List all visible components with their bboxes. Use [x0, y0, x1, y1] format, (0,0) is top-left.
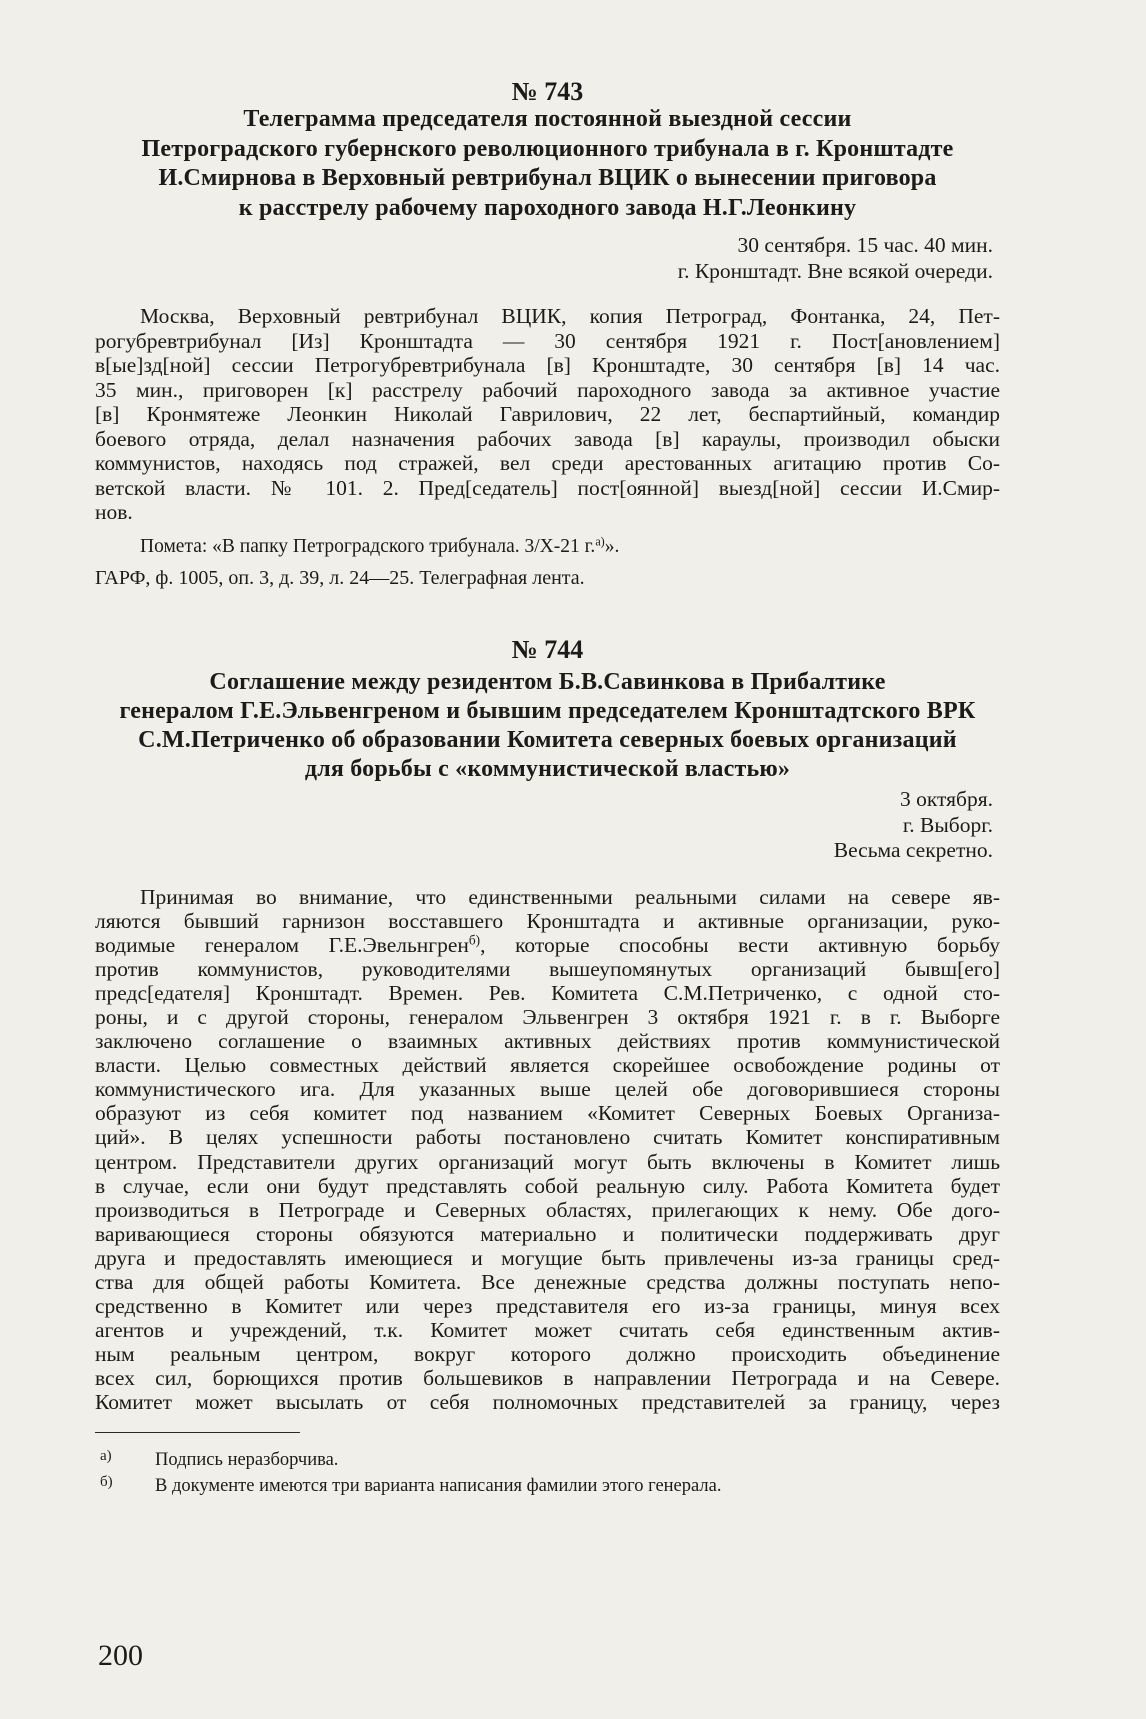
text-line: в случае, если они будут представлять собой реальную силу. Работа Комитета будет [95, 1173, 1000, 1198]
title-line: Соглашение между резидентом Б.В.Савинкова в Прибалтике [209, 669, 886, 695]
text-line: рогубревтрибунал [Из] Кронштадта — 30 сентября 1921 г. Пост[ановлением] [95, 328, 1000, 353]
text-line: нов. [95, 500, 133, 524]
source-reference: ГАРФ, ф. 1005, оп. 3, д. 39, л. 24—25. Телеграфная лента. [95, 567, 585, 589]
doc-title-744 [95, 668, 1000, 784]
text-line: ства для общей работы Комитета. Все денежные средства должны поступать непо- [95, 1269, 1000, 1294]
text-line: коммунистического ига. Для указанных выше целей обе договорившиеся стороны [95, 1077, 1000, 1102]
text-line: друга и предоставлять имеющиеся и могущие быть привлечены из-за границы сред- [95, 1245, 1000, 1270]
text-line: Комитет может высылать от себя полномочных представителей за границу, через [95, 1389, 1000, 1414]
text-line: 35 мин., приговорен [к] расстрелу рабочий пароходного завода за активное участие [95, 377, 1000, 402]
title-line: И.Смирнова в Верховный ревтрибунал ВЦИК о вынесении приговора [158, 165, 937, 192]
footnote-mark: б) [100, 1474, 113, 1490]
text-line: в[ые]зд[ной] сессии Петрогубревтрибунала [в] Кронштадте, 30 сентября [в] 14 час. [95, 353, 1000, 377]
title-line: к расстрелу рабочему пароходного завода Н.Г.Леонкину [238, 195, 857, 222]
footnote-text: В документе имеются три варианта написания фамилии этого генерала. [155, 1476, 722, 1496]
text-line: центром. Представители других организаций могут быть включены в Комитет лишь [95, 1149, 1000, 1174]
dateline-744 [95, 787, 993, 864]
text-line: образуют из себя комитет под названием «Комитет Северных Боевых Организа- [95, 1101, 1000, 1126]
text-line: Принимая во внимание, что единственными реальными силами на севере яв- [140, 885, 1000, 909]
text-line: коммунистов, находясь под стражей, вел среди арестованных агитацию против Со- [95, 451, 1000, 475]
title-line: генералом Г.Е.Эльвенгреном и бывшим председателем Кронштадтского ВРК [119, 698, 976, 724]
text-line: ляются бывший гарнизон восставшего Кронштадта и активные организации, руко- [95, 909, 1000, 934]
doc-number-744: № 744 [511, 635, 584, 664]
text-line: предс[едателя] Кронштадт. Времен. Рев. Комитета С.М.Петриченко, с одной сто- [95, 981, 1000, 1006]
title-line: Телеграмма председателя постоянной выездной сессии [243, 106, 852, 132]
archive-note [140, 535, 619, 559]
dateline-date: 30 сентября. 15 час. 40 мин. [737, 233, 993, 257]
text-line: роны, и с другой стороны, генералом Эльвенгрен 3 октября 1921 г. в г. Выборге [95, 1005, 1000, 1030]
footnote-marker: б) [468, 932, 481, 948]
text-line: средственно в Комитет или через представителя его из-за границы, минуя всех [95, 1293, 1000, 1318]
title-line: С.М.Петриченко об образовании Комитета северных боевых организаций [138, 727, 957, 753]
dateline-date: 3 октября. [900, 787, 993, 811]
body-text-743 [95, 304, 1000, 525]
note-text: Помета: «В папку Петроградского трибунала. 3/X-21 г. [140, 536, 596, 557]
text-line: боевого отряда, делал назначения рабочих завода [в] караулы, производил обыски [95, 426, 1000, 451]
text-line: агентов и учреждений, т.к. Комитет может считать себя единственным актив- [95, 1317, 1000, 1342]
title-line: для борьбы с «коммунистической властью» [304, 756, 791, 782]
footnote-divider [95, 1432, 300, 1433]
doc-number-743: № 743 [511, 77, 584, 106]
text-line: власти. Целью совместных действий является скорейшее освобождение родины от [95, 1053, 1000, 1078]
dateline-place: г. Кронштадт. Вне всякой очереди. [677, 259, 993, 283]
text-line: ций». В целях успешности работы постановлено считать Комитет конспиративным [95, 1125, 1000, 1150]
title-line: Петроградского губернского революционного трибунала в г. Кронштадте [141, 135, 954, 162]
page-number: 200 [98, 1639, 143, 1672]
footnote-text: Подпись неразборчива. [155, 1450, 339, 1470]
note-closing: ». [604, 536, 620, 557]
text-line: варивающиеся стороны обязуются материально и политически поддерживать друг [95, 1221, 1000, 1246]
text-line: производиться в Петрограде и Северных областях, прилегающих к нему. Обе дого- [95, 1197, 1000, 1222]
text-line: заключено соглашение о взаимных активных действиях против коммунистической [95, 1029, 1000, 1054]
footnote-marker: а) [595, 534, 605, 549]
footnote-mark: а) [100, 1448, 112, 1464]
secrecy-mark: Весьма секретно. [833, 838, 993, 862]
body-text-744 [95, 885, 1000, 1414]
text-line: [в] Кронмятеже Леонкин Николай Гаврилович, 22 лет, беспартийный, командир [95, 402, 1000, 426]
text-line: водимые генералом Г.Е.Эвельнгрен$^{б)}$, которые способны вести активную борьбу [95, 932, 1000, 958]
text-line: ным реальным центром, вокруг которого должно происходить объединение [95, 1341, 1000, 1366]
text-line: против коммунистов, руководителями вышеупомянутых организаций бывш[его] [95, 957, 1000, 982]
dateline-743 [95, 232, 993, 284]
text-line: всех сил, борющихся против большевиков в направлении Петрограда и на Севере. [95, 1365, 1000, 1390]
text-line: ветской власти. № 101. 2. Пред[седатель] пост[оянной] выезд[ной] сессии И.Смир- [95, 475, 1000, 500]
dateline-place: г. Выборг. [902, 812, 993, 837]
text-line: Москва, Верховный ревтрибунал ВЦИК, копия Петроград, Фонтанка, 24, Пет- [140, 304, 1000, 328]
doc-title-743 [95, 105, 1000, 224]
